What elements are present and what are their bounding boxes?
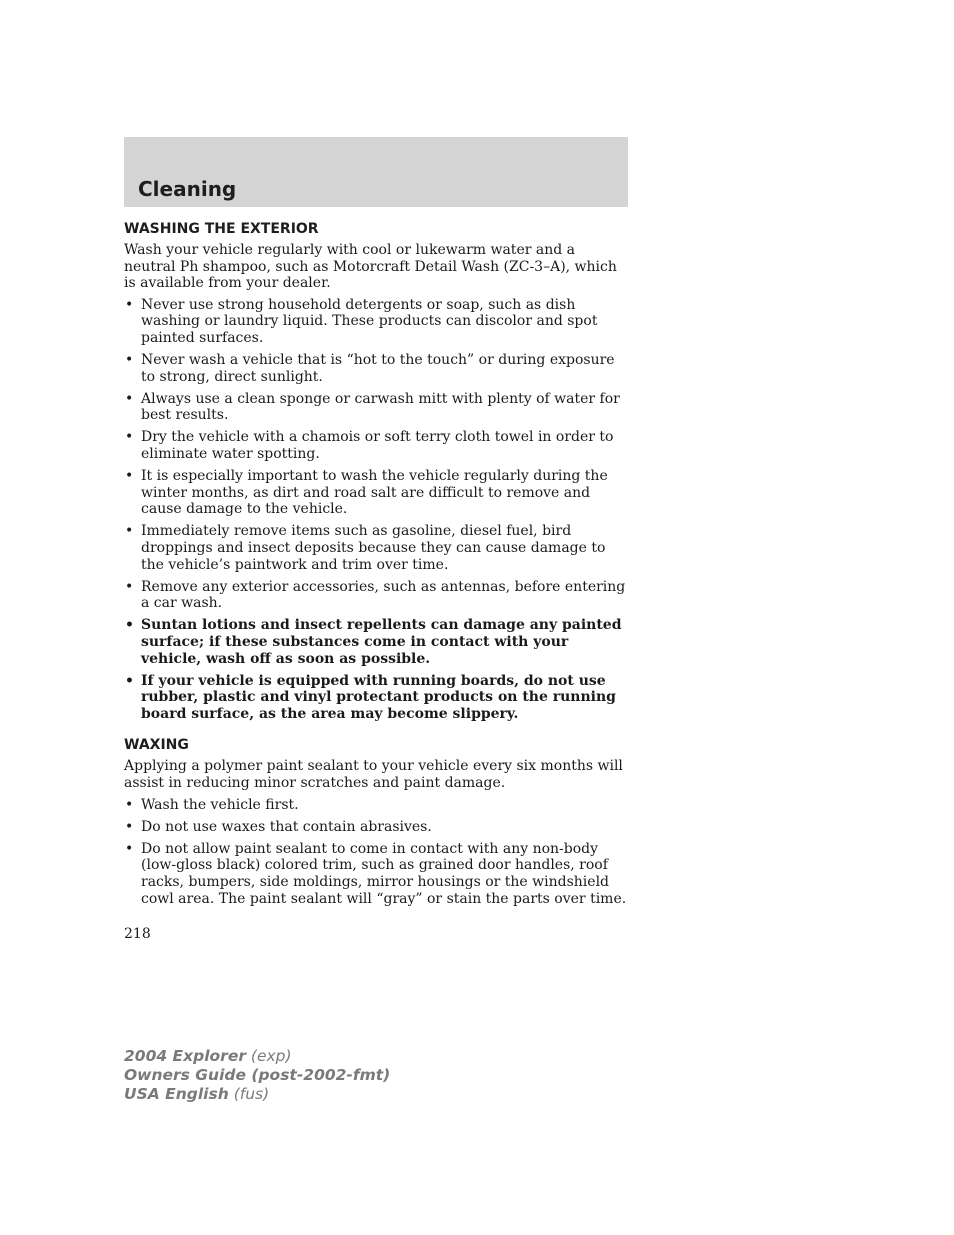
- washing-intro: Wash your vehicle regularly with cool or lukewarm water and a neutral Ph shampoo, such as Motorcraft Detail Wash (ZC-3–A), which is available from your dealer.: [124, 242, 617, 292]
- footer-line-1: [124, 1047, 390, 1066]
- document-footer: [124, 1047, 390, 1104]
- list-item-text: Immediately remove items such as gasoline, diesel fuel, bird droppings and insect deposits because they can cause damage to the vehicle’s paintwork and trim over time.: [141, 523, 606, 573]
- page-number: 218: [124, 926, 151, 942]
- washing-bullet-list: [124, 297, 628, 723]
- list-item: [124, 523, 628, 573]
- bullet-icon: •: [125, 468, 134, 485]
- list-item-text: Remove any exterior accessories, such as antennas, before entering a car wash.: [141, 578, 626, 612]
- list-item-text: Dry the vehicle with a chamois or soft terry cloth towel in order to eliminate water spotting.: [141, 429, 614, 463]
- list-item: [124, 352, 628, 385]
- list-item-text: Do not allow paint sealant to come in contact with any non-body (low-gloss black) colored trim, such as grained door handles, roof racks, bumpers, side moldings, mirror housings or the windshield cowl area. The paint sealant will “gray” or stain the parts over time.: [141, 840, 627, 907]
- waxing-intro: Applying a polymer paint sealant to your vehicle every six months will assist in reducing minor scratches and paint damage.: [124, 758, 623, 792]
- section-header-band: [124, 137, 628, 207]
- bullet-icon: •: [125, 296, 134, 313]
- footer-model: 2004 Explorer: [124, 1047, 246, 1065]
- footer-line-3: [124, 1085, 390, 1104]
- list-item-text: Suntan lotions and insect repellents can damage any painted surface; if these substances come in contact with your vehicle, wash off as soon as possible.: [141, 617, 622, 667]
- bullet-icon: •: [125, 390, 134, 407]
- footer-guide: Owners Guide (post-2002-fmt): [124, 1066, 391, 1084]
- list-item-text: Never wash a vehicle that is “hot to the touch” or during exposure to strong, direct sunlight.: [141, 352, 615, 385]
- list-item: [124, 297, 628, 347]
- bullet-icon: •: [125, 796, 134, 813]
- list-item-text: Never use strong household detergents or soap, such as dish washing or laundry liquid. These products can discolor and spot painted surfaces.: [141, 296, 598, 346]
- list-item-text: Always use a clean sponge or carwash mitt with plenty of water for best results.: [141, 390, 620, 424]
- bullet-icon: •: [125, 429, 134, 446]
- warning-list-item: [124, 617, 628, 667]
- page-content: [124, 220, 628, 913]
- footer-line-2: [124, 1066, 390, 1085]
- bullet-icon: •: [125, 617, 134, 634]
- list-item-text: Do not use waxes that contain abrasives.: [141, 818, 432, 835]
- list-item-text: Wash the vehicle first.: [141, 796, 299, 813]
- list-item: [124, 579, 628, 612]
- section-title: Cleaning: [138, 177, 237, 201]
- bullet-icon: •: [125, 840, 134, 857]
- footer-model-code: (exp): [250, 1047, 292, 1065]
- warning-list-item: [124, 673, 628, 723]
- list-item: [124, 429, 628, 462]
- list-item: [124, 468, 628, 518]
- bullet-icon: •: [125, 523, 134, 540]
- bullet-icon: •: [125, 818, 134, 835]
- bullet-icon: •: [125, 578, 134, 595]
- list-item: [124, 391, 628, 424]
- washing-heading: WASHING THE EXTERIOR: [124, 221, 319, 237]
- bullet-icon: •: [125, 352, 134, 369]
- footer-language-code: (fus): [233, 1085, 270, 1103]
- list-item: [124, 841, 628, 907]
- list-item-text: If your vehicle is equipped with running boards, do not use rubber, plastic and vinyl protectant products on the running board surface, as the area may become slippery.: [141, 672, 616, 722]
- list-item: [124, 797, 628, 814]
- waxing-bullet-list: [124, 797, 628, 908]
- footer-language: USA English: [124, 1085, 229, 1103]
- bullet-icon: •: [125, 672, 134, 689]
- waxing-heading: WAXING: [124, 737, 189, 754]
- list-item: [124, 819, 628, 836]
- list-item-text: It is especially important to wash the vehicle regularly during the winter months, as dirt and road salt are difficult to remove and cause damage to the vehicle.: [141, 468, 608, 518]
